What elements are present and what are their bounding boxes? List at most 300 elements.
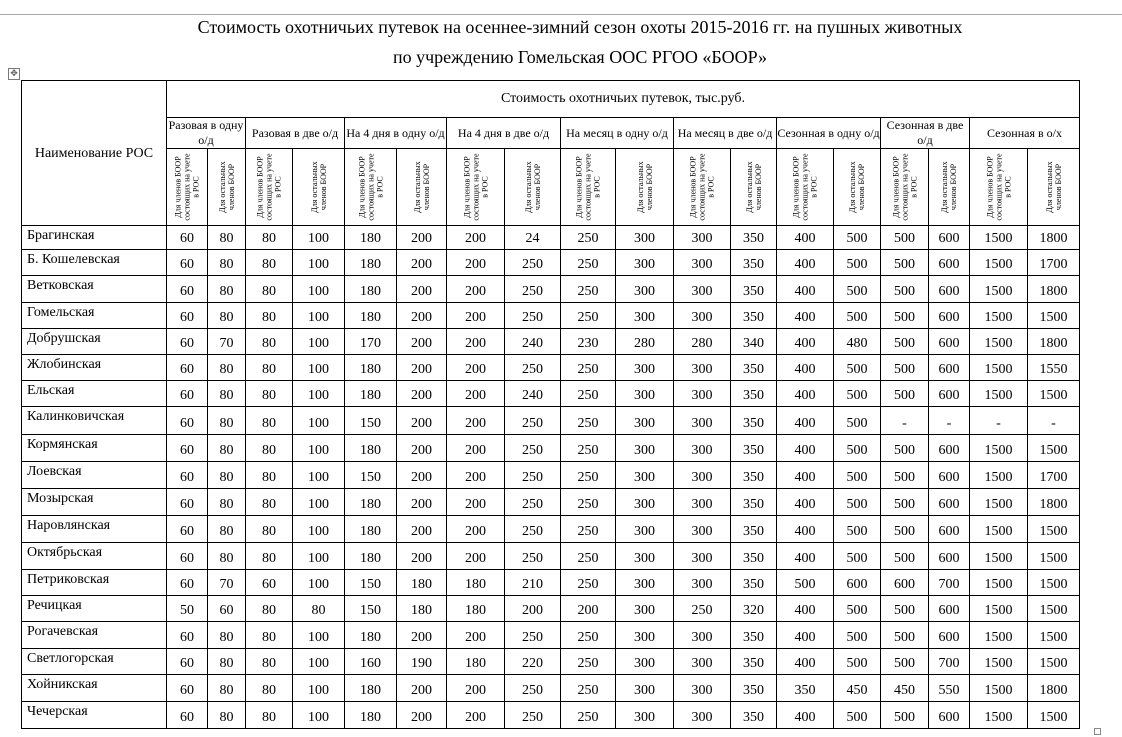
price-cell: 350 xyxy=(777,675,834,702)
price-cell: 100 xyxy=(293,250,345,276)
price-cell: 300 xyxy=(674,702,731,729)
table-row xyxy=(22,649,1080,675)
table-row xyxy=(22,596,1080,622)
subheader-rosmembers xyxy=(777,149,834,226)
price-cell: 200 xyxy=(447,462,505,489)
price-cell: 500 xyxy=(881,622,929,649)
price-cell: 250 xyxy=(561,649,616,675)
price-cell: 600 xyxy=(929,329,970,355)
price-cell: 400 xyxy=(777,276,834,303)
price-cell: 240 xyxy=(505,329,561,355)
price-cell: 200 xyxy=(447,226,505,250)
price-cell: 350 xyxy=(731,250,777,276)
price-cell: 1800 xyxy=(1028,675,1080,702)
price-cell: 200 xyxy=(397,702,447,729)
price-cell: 300 xyxy=(616,226,674,250)
price-cell: 200 xyxy=(397,226,447,250)
price-cell: 60 xyxy=(167,649,208,675)
price-cell: 250 xyxy=(505,462,561,489)
price-group-header: Стоимость охотничьих путевок, тыс.руб. xyxy=(167,81,1080,118)
price-cell: 500 xyxy=(834,381,881,407)
price-cell: 300 xyxy=(674,381,731,407)
price-cell: 350 xyxy=(731,226,777,250)
price-cell: 1500 xyxy=(970,675,1028,702)
price-cell: 1500 xyxy=(970,462,1028,489)
subheader-label: Для остальных членов БООР xyxy=(1044,161,1063,213)
price-cell: 60 xyxy=(208,596,246,622)
price-cell: 60 xyxy=(167,570,208,596)
price-cell: 180 xyxy=(345,303,397,329)
price-cell: 500 xyxy=(881,303,929,329)
ros-name-cell: Наровлянская xyxy=(22,516,167,543)
price-cell: 1500 xyxy=(970,276,1028,303)
price-cell: 1800 xyxy=(1028,329,1080,355)
price-cell: 200 xyxy=(397,543,447,570)
price-cell: 1500 xyxy=(1028,622,1080,649)
subheader-label: Для членов БООР состоящих на учете в РОС xyxy=(357,153,384,221)
subheader-label: Для остальных членов БООР xyxy=(635,161,654,213)
price-cell: 240 xyxy=(505,381,561,407)
subheader-other-members xyxy=(929,149,970,226)
price-cell: 180 xyxy=(447,596,505,622)
price-cell: 200 xyxy=(397,622,447,649)
price-cell: 50 xyxy=(167,596,208,622)
price-cell: 200 xyxy=(397,329,447,355)
ros-name-cell: Рогачевская xyxy=(22,622,167,649)
ros-name-cell: Б. Кошелевская xyxy=(22,250,167,276)
price-cell: 300 xyxy=(616,622,674,649)
ros-name-cell: Брагинская xyxy=(22,226,167,250)
subheader-label: Для членов БООР состоящих на учете в РОС xyxy=(173,153,201,221)
table-row xyxy=(22,303,1080,329)
price-cell: 180 xyxy=(397,596,447,622)
price-cell: 180 xyxy=(345,276,397,303)
price-cell: 280 xyxy=(674,329,731,355)
price-cell: 24 xyxy=(505,226,561,250)
price-cell: 1500 xyxy=(1028,570,1080,596)
subheader-label: Для остальных членов БООР xyxy=(848,161,866,213)
price-cell: 100 xyxy=(293,226,345,250)
price-cell: 250 xyxy=(561,675,616,702)
price-cell: 80 xyxy=(246,622,293,649)
price-cell: 80 xyxy=(246,329,293,355)
document-title-line-2: по учреждению Гомельская ООС РГОО «БООР» xyxy=(392,47,768,67)
price-cell: 180 xyxy=(345,702,397,729)
price-cell: 250 xyxy=(505,516,561,543)
price-cell: 80 xyxy=(246,226,293,250)
price-cell: 500 xyxy=(834,407,881,435)
price-cell: 200 xyxy=(397,675,447,702)
price-cell: 1500 xyxy=(970,543,1028,570)
table-resize-handle[interactable] xyxy=(1094,728,1101,735)
price-cell: 250 xyxy=(505,250,561,276)
price-cell: 60 xyxy=(167,226,208,250)
price-cell: 600 xyxy=(929,596,970,622)
price-cell: 180 xyxy=(345,543,397,570)
price-cell: 350 xyxy=(731,570,777,596)
price-cell: 1500 xyxy=(970,381,1028,407)
price-cell: 500 xyxy=(834,226,881,250)
price-cell: 60 xyxy=(167,462,208,489)
price-cell: 60 xyxy=(167,702,208,729)
price-cell: 80 xyxy=(246,303,293,329)
price-cell: 100 xyxy=(293,435,345,462)
price-cell: 300 xyxy=(616,489,674,516)
price-cell: 80 xyxy=(208,250,246,276)
price-cell: 80 xyxy=(208,303,246,329)
price-cell: 450 xyxy=(834,675,881,702)
table-row xyxy=(22,702,1080,729)
subheader-label: Для членов БООР состоящих на учете в РОС xyxy=(574,153,602,221)
price-cell: 300 xyxy=(674,489,731,516)
price-cell: 300 xyxy=(674,516,731,543)
price-cell: 100 xyxy=(293,543,345,570)
price-cell: 350 xyxy=(731,543,777,570)
price-cell: 200 xyxy=(397,407,447,435)
price-cell: 220 xyxy=(505,649,561,675)
price-cell: 1500 xyxy=(1028,596,1080,622)
subheader-label: Для членов БООР состоящих на учете в РОС xyxy=(462,153,489,221)
price-cell: 100 xyxy=(293,516,345,543)
price-cell: 300 xyxy=(616,675,674,702)
price-cell: 500 xyxy=(881,381,929,407)
price-cell: 60 xyxy=(167,516,208,543)
subheader-label: Для членов БООР состоящих на учете в РОС xyxy=(985,153,1012,221)
price-cell: 250 xyxy=(674,596,731,622)
table-row xyxy=(22,489,1080,516)
price-cell: 100 xyxy=(293,407,345,435)
price-cell: 180 xyxy=(397,570,447,596)
ticket-type-header: На 4 дня в две о/д xyxy=(447,118,561,149)
price-cell: 80 xyxy=(208,462,246,489)
price-cell: 600 xyxy=(834,570,881,596)
subheader-rosmembers xyxy=(881,149,929,226)
price-cell: 500 xyxy=(881,516,929,543)
price-cell: 80 xyxy=(246,462,293,489)
price-cell: 150 xyxy=(345,596,397,622)
price-cell: 60 xyxy=(167,355,208,381)
price-cell: 600 xyxy=(929,462,970,489)
subheader-rosmembers xyxy=(561,149,616,226)
price-cell: 300 xyxy=(674,226,731,250)
price-cell: 80 xyxy=(246,489,293,516)
price-cell: 300 xyxy=(674,407,731,435)
price-cell: 180 xyxy=(345,516,397,543)
table-row xyxy=(22,276,1080,303)
price-cell: 250 xyxy=(505,407,561,435)
subheader-other-members xyxy=(293,149,345,226)
price-cell: 80 xyxy=(208,702,246,729)
price-cell: - xyxy=(970,407,1028,435)
price-cell: 250 xyxy=(561,543,616,570)
price-cell: 250 xyxy=(561,622,616,649)
price-cell: 500 xyxy=(834,622,881,649)
ticket-type-header: Разовая в две о/д xyxy=(246,118,345,149)
price-cell: 200 xyxy=(447,543,505,570)
price-cell: 350 xyxy=(731,381,777,407)
price-cell: 200 xyxy=(447,516,505,543)
price-cell: 60 xyxy=(167,489,208,516)
price-cell: 250 xyxy=(561,489,616,516)
price-cell: 60 xyxy=(167,675,208,702)
price-cell: 80 xyxy=(246,543,293,570)
price-cell: 300 xyxy=(616,462,674,489)
price-cell: 200 xyxy=(397,381,447,407)
table-row xyxy=(22,407,1080,435)
subheader-label: Для остальных членов БООР xyxy=(523,161,542,213)
price-cell: 100 xyxy=(293,570,345,596)
price-cell: 250 xyxy=(505,276,561,303)
price-cell: 250 xyxy=(505,435,561,462)
price-cell: 80 xyxy=(246,596,293,622)
price-cell: 1800 xyxy=(1028,489,1080,516)
subheader-other-members xyxy=(616,149,674,226)
price-cell: 300 xyxy=(616,276,674,303)
price-cell: 80 xyxy=(208,622,246,649)
subheader-rosmembers xyxy=(167,149,208,226)
price-cell: 200 xyxy=(397,355,447,381)
price-cell: 300 xyxy=(616,355,674,381)
price-cell: 600 xyxy=(929,543,970,570)
price-cell: 300 xyxy=(674,462,731,489)
price-cell: 170 xyxy=(345,329,397,355)
price-cell: 300 xyxy=(616,250,674,276)
price-cell: 200 xyxy=(447,355,505,381)
price-cell: 100 xyxy=(293,489,345,516)
ros-name-cell: Ветковская xyxy=(22,276,167,303)
ros-name-cell: Гомельская xyxy=(22,303,167,329)
price-cell: 80 xyxy=(208,675,246,702)
price-cell: 180 xyxy=(345,675,397,702)
price-cell: 60 xyxy=(167,250,208,276)
price-cell: 250 xyxy=(505,355,561,381)
price-cell: 100 xyxy=(293,622,345,649)
price-cell: 200 xyxy=(561,596,616,622)
subheader-rosmembers xyxy=(674,149,731,226)
ticket-type-header: На месяц в две о/д xyxy=(674,118,777,149)
price-cell: 60 xyxy=(167,435,208,462)
price-cell: 100 xyxy=(293,355,345,381)
price-cell: 500 xyxy=(834,702,881,729)
price-cell: 400 xyxy=(777,250,834,276)
price-cell: 700 xyxy=(929,570,970,596)
subheader-label: Для членов БООР состоящих на учете в РОС xyxy=(891,153,918,221)
price-cell: 600 xyxy=(929,226,970,250)
price-cell: 200 xyxy=(397,276,447,303)
price-cell: 300 xyxy=(674,250,731,276)
price-cell: 500 xyxy=(834,276,881,303)
price-cell: 160 xyxy=(345,649,397,675)
subheader-label: Для членов БООР состоящих на учете в РОС xyxy=(255,153,283,221)
price-cell: 350 xyxy=(731,622,777,649)
price-cell: - xyxy=(929,407,970,435)
price-cell: 80 xyxy=(246,407,293,435)
price-cell: 200 xyxy=(397,250,447,276)
price-cell: 190 xyxy=(397,649,447,675)
price-cell: 1500 xyxy=(970,702,1028,729)
price-cell: 1500 xyxy=(970,355,1028,381)
price-cell: 200 xyxy=(447,250,505,276)
price-cell: 400 xyxy=(777,649,834,675)
price-cell: 100 xyxy=(293,675,345,702)
price-cell: 80 xyxy=(246,355,293,381)
price-cell: 60 xyxy=(167,276,208,303)
price-cell: 250 xyxy=(561,462,616,489)
price-cell: 500 xyxy=(881,226,929,250)
price-table xyxy=(21,80,1080,729)
price-cell: 350 xyxy=(731,489,777,516)
price-cell: 200 xyxy=(447,329,505,355)
price-cell: 100 xyxy=(293,329,345,355)
price-cell: 400 xyxy=(777,381,834,407)
price-cell: 180 xyxy=(345,489,397,516)
price-cell: 300 xyxy=(674,649,731,675)
price-cell: 250 xyxy=(561,276,616,303)
price-cell: 1500 xyxy=(970,250,1028,276)
price-cell: 500 xyxy=(834,543,881,570)
price-cell: 1500 xyxy=(970,303,1028,329)
price-cell: 400 xyxy=(777,355,834,381)
price-cell: 480 xyxy=(834,329,881,355)
price-cell: 1500 xyxy=(1028,516,1080,543)
price-cell: 230 xyxy=(561,329,616,355)
price-cell: 250 xyxy=(561,250,616,276)
price-cell: 200 xyxy=(447,622,505,649)
price-cell: 80 xyxy=(208,543,246,570)
price-cell: 250 xyxy=(561,702,616,729)
price-cell: 200 xyxy=(397,435,447,462)
price-cell: 350 xyxy=(731,355,777,381)
price-cell: 80 xyxy=(208,489,246,516)
ticket-type-header: Сезонная в одну о/д xyxy=(777,118,881,149)
price-cell: 80 xyxy=(246,435,293,462)
price-cell: - xyxy=(1028,407,1080,435)
price-cell: 100 xyxy=(293,381,345,407)
price-cell: 500 xyxy=(881,596,929,622)
price-cell: 150 xyxy=(345,462,397,489)
price-cell: 500 xyxy=(834,516,881,543)
price-cell: 80 xyxy=(246,381,293,407)
price-cell: 1500 xyxy=(970,570,1028,596)
price-cell: 200 xyxy=(447,435,505,462)
price-cell: 600 xyxy=(929,303,970,329)
subheader-label: Для остальных членов БООР xyxy=(744,161,763,213)
subheader-other-members xyxy=(208,149,246,226)
price-cell: 180 xyxy=(345,226,397,250)
price-cell: 250 xyxy=(505,303,561,329)
price-cell: 200 xyxy=(505,596,561,622)
price-cell: 1700 xyxy=(1028,250,1080,276)
subheader-label: Для членов БООР состоящих на учете в РОС xyxy=(791,153,819,221)
price-cell: 1550 xyxy=(1028,355,1080,381)
price-cell: 200 xyxy=(447,675,505,702)
price-cell: 300 xyxy=(674,622,731,649)
price-cell: 80 xyxy=(208,226,246,250)
price-cell: 180 xyxy=(345,355,397,381)
price-cell: 300 xyxy=(674,303,731,329)
price-cell: 1500 xyxy=(970,226,1028,250)
price-cell: 600 xyxy=(929,435,970,462)
price-cell: 350 xyxy=(731,702,777,729)
ticket-type-header-row xyxy=(22,118,1080,149)
price-cell: 150 xyxy=(345,570,397,596)
price-cell: 600 xyxy=(929,381,970,407)
price-cell: 200 xyxy=(447,276,505,303)
subheader-label: Для остальных членов БООР xyxy=(412,161,431,213)
price-cell: 500 xyxy=(881,489,929,516)
price-cell: 300 xyxy=(616,381,674,407)
price-cell: 350 xyxy=(731,435,777,462)
table-row xyxy=(22,329,1080,355)
price-cell: 300 xyxy=(674,435,731,462)
price-cell: 340 xyxy=(731,329,777,355)
price-cell: 180 xyxy=(345,435,397,462)
price-cell: 200 xyxy=(447,489,505,516)
subheader-rosmembers xyxy=(447,149,505,226)
price-cell: 400 xyxy=(777,622,834,649)
price-cell: 250 xyxy=(505,702,561,729)
top-divider-line xyxy=(0,14,1122,15)
table-row xyxy=(22,543,1080,570)
price-cell: 200 xyxy=(447,702,505,729)
price-cell: 250 xyxy=(561,355,616,381)
ros-name-cell: Калинковичская xyxy=(22,407,167,435)
table-row xyxy=(22,622,1080,649)
ros-name-cell: Светлогорская xyxy=(22,649,167,675)
price-cell: 500 xyxy=(834,596,881,622)
price-cell: 80 xyxy=(208,516,246,543)
subheader-rosmembers xyxy=(970,149,1028,226)
price-cell: 100 xyxy=(293,303,345,329)
price-cell: 600 xyxy=(929,250,970,276)
table-move-handle-icon[interactable]: ✥ xyxy=(8,68,20,80)
price-cell: 600 xyxy=(929,702,970,729)
price-cell: 210 xyxy=(505,570,561,596)
price-cell: 400 xyxy=(777,489,834,516)
price-cell: 100 xyxy=(293,702,345,729)
price-cell: 70 xyxy=(208,329,246,355)
ros-name-cell: Речицкая xyxy=(22,596,167,622)
price-cell: 1500 xyxy=(1028,303,1080,329)
price-cell: 180 xyxy=(345,250,397,276)
price-cell: 80 xyxy=(208,276,246,303)
price-cell: 60 xyxy=(167,329,208,355)
price-cell: 250 xyxy=(561,226,616,250)
ros-name-cell: Лоевская xyxy=(22,462,167,489)
price-cell: 500 xyxy=(881,250,929,276)
price-cell: 350 xyxy=(731,462,777,489)
price-cell: 200 xyxy=(397,462,447,489)
price-cell: 400 xyxy=(777,516,834,543)
price-cell: 300 xyxy=(616,596,674,622)
price-cell: 400 xyxy=(777,226,834,250)
ticket-type-header: Сезонная в о/х xyxy=(970,118,1080,149)
subheader-other-members xyxy=(834,149,881,226)
price-cell: - xyxy=(881,407,929,435)
price-cell: 1500 xyxy=(970,329,1028,355)
price-cell: 500 xyxy=(834,462,881,489)
price-cell: 180 xyxy=(447,649,505,675)
table-row xyxy=(22,675,1080,702)
ros-name-cell: Мозырская xyxy=(22,489,167,516)
price-cell: 300 xyxy=(616,516,674,543)
price-cell: 250 xyxy=(505,675,561,702)
price-cell: 1500 xyxy=(1028,702,1080,729)
price-cell: 500 xyxy=(881,435,929,462)
price-cell: 200 xyxy=(447,381,505,407)
price-cell: 1800 xyxy=(1028,276,1080,303)
price-cell: 500 xyxy=(834,649,881,675)
